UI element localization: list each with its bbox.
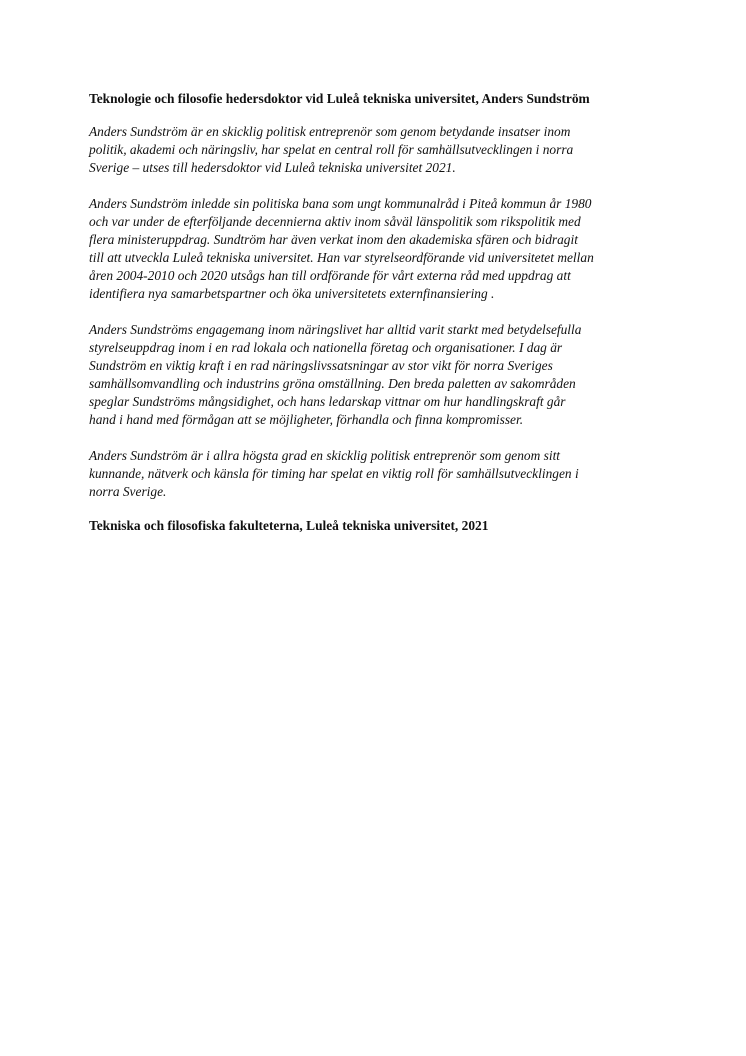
paragraph-line: flera ministeruppdrag. Sundtröm har även verkat inom den akademiska sfären och bidragit [89,232,578,247]
paragraph-line: Sundström en viktig kraft i en rad näringslivssatsningar av stor vikt för norra Sveriges [89,358,553,373]
paragraph-line: Anders Sundström är i allra högsta grad en skicklig politisk entreprenör som genom sitt [89,448,561,463]
paragraph-political-career [89,195,659,303]
paragraph-line: identifiera nya samarbetspartner och öka universitetets externfinansiering . [89,286,495,301]
paragraph-line: samhällsomvandling och industrins gröna omställning. Den breda paletten av sakområden [89,376,576,391]
paragraph-conclusion [89,447,659,501]
paragraph-line: norra Sverige. [89,484,167,499]
document-title: Teknologie och filosofie hedersdoktor vid Luleå tekniska universitet, Anders Sundström [89,91,590,106]
paragraph-line: till att utveckla Luleå tekniska universitet. Han var styrelseordförande vid universitetet mellan [89,250,594,265]
paragraph-line: hand i hand med förmågan att se möjligheter, förhandla och finna kompromisser. [89,412,524,427]
paragraph-business-engagement [89,321,659,429]
paragraph-line: och var under de efterföljande decennierna aktiv inom såväl länspolitik som rikspolitik med [89,214,581,229]
paragraph-line: Sverige – utses till hedersdoktor vid Luleå tekniska universitet 2021. [89,160,456,175]
paragraph-line: styrelseuppdrag inom i en rad lokala och nationella företag och organisationer. I dag är [89,340,563,355]
signature-line: Tekniska och filosofiska fakulteterna, Luleå tekniska universitet, 2021 [89,518,489,533]
paragraph-line: Anders Sundströms engagemang inom näringslivet har alltid varit starkt med betydelsefulla [89,322,582,337]
paragraph-line: Anders Sundström är en skicklig politisk entreprenör som genom betydande insatser inom [89,124,571,139]
paragraph-line: Anders Sundström inledde sin politiska bana som ungt kommunalråd i Piteå kommun år 1980 [89,196,592,211]
paragraph-intro [89,123,659,177]
paragraph-line: politik, akademi och näringsliv, har spelat en central roll för samhällsutvecklingen i norra [89,142,574,157]
document-page [89,90,659,535]
paragraph-line: kunnande, nätverk och känsla för timing har spelat en viktig roll för samhällsutvecklingen i [89,466,579,481]
paragraph-line: åren 2004-2010 och 2020 utsågs han till ordförande för vårt externa råd med uppdrag att [89,268,571,283]
paragraph-line: speglar Sundströms mångsidighet, och hans ledarskap vittnar om hur handlingskraft går [89,394,566,409]
